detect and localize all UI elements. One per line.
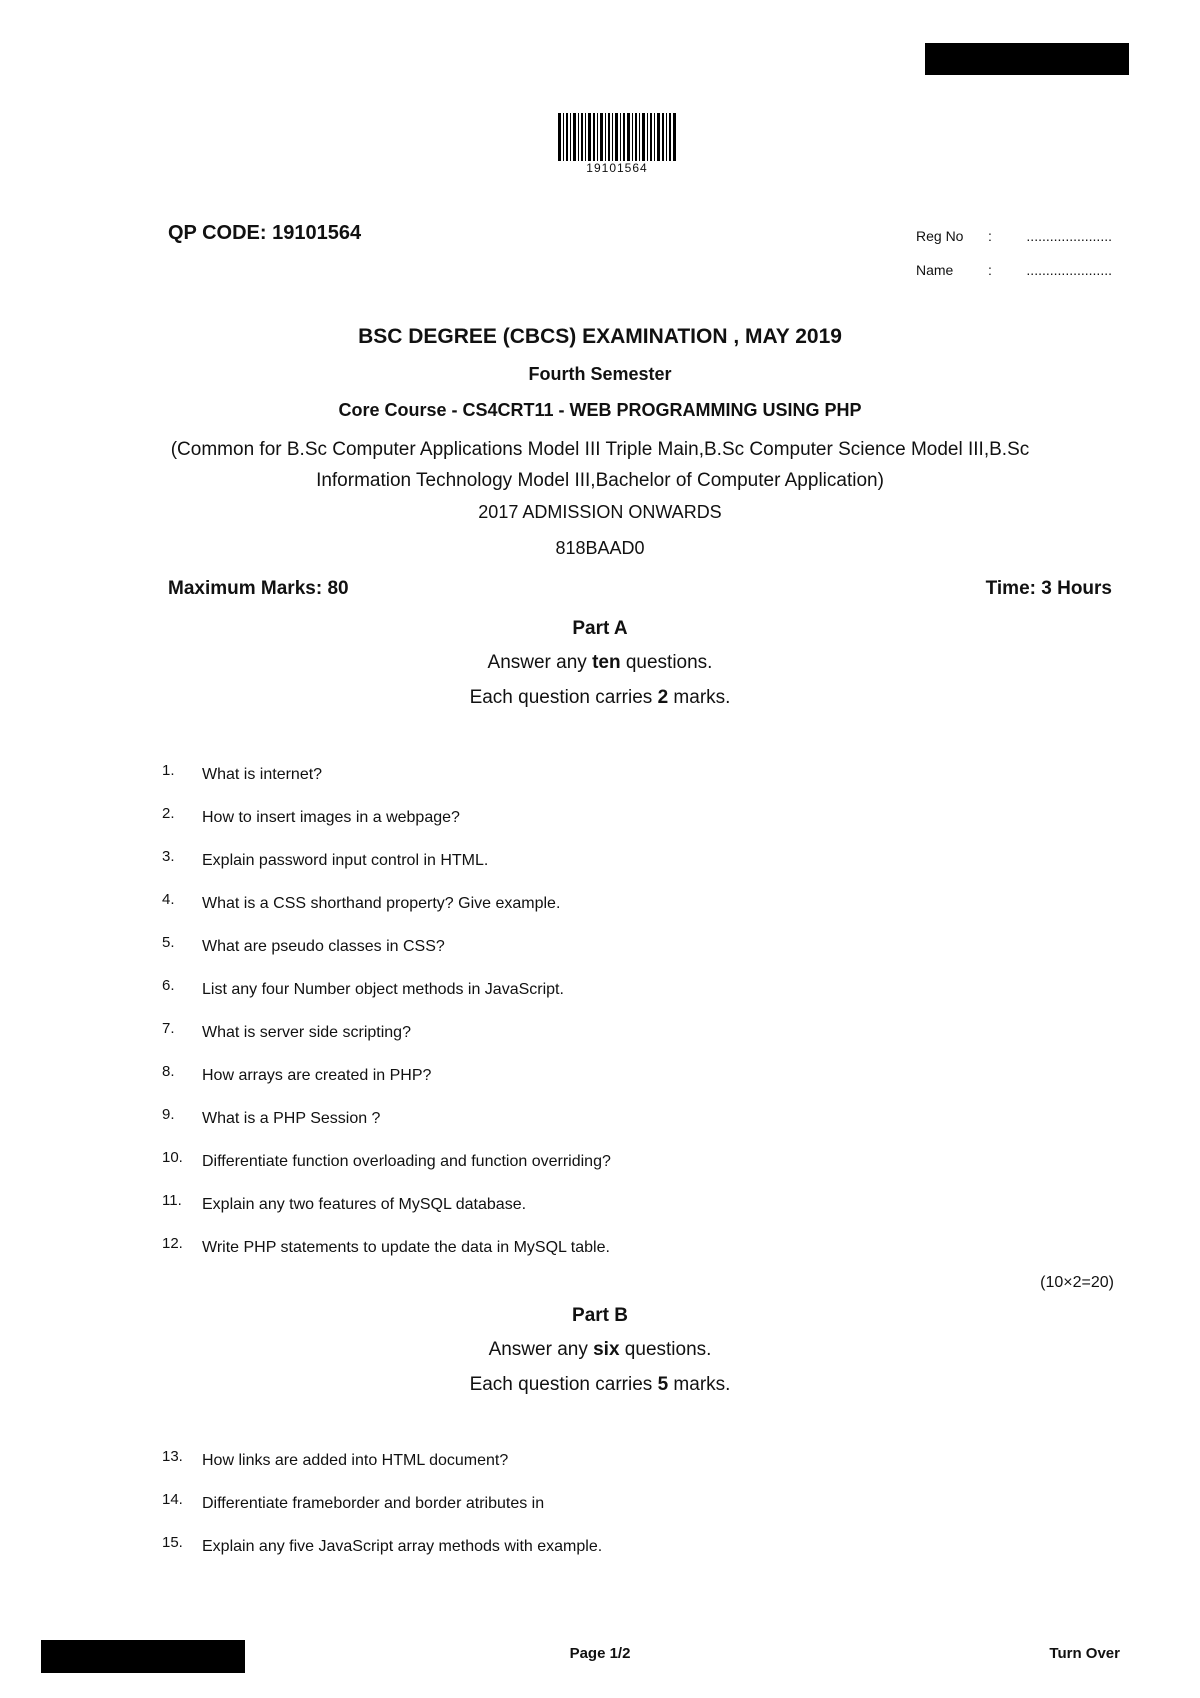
question-item [162, 891, 561, 913]
question-item [162, 1235, 610, 1257]
question-number: 13. [162, 1448, 183, 1465]
semester: Fourth Semester [528, 364, 672, 384]
question-number: 2. [162, 805, 175, 822]
question-item [162, 1491, 545, 1513]
question-number: 8. [162, 1063, 175, 1080]
question-item [162, 848, 489, 870]
question-number: 7. [162, 1020, 175, 1037]
part-a-instruction-2-pre: Each question carries [469, 687, 658, 708]
part-a-title: Part A [572, 618, 628, 639]
reg-no-label: Reg No [916, 228, 964, 244]
part-b-instruction-1-count: six [593, 1339, 620, 1360]
name-separator: : [988, 262, 992, 278]
question-text: Explain any two features of MySQL database. [202, 1196, 527, 1213]
reg-no-row [916, 228, 1112, 244]
question-number: 1. [162, 762, 175, 779]
part-a-instruction-1-pre: Answer any [487, 652, 593, 673]
part-a-instruction-2 [0, 687, 1200, 709]
name-blank: ...................... [1026, 262, 1112, 278]
question-item [162, 977, 564, 999]
course-title: Core Course - CS4CRT11 - WEB PROGRAMMING USING PHP [338, 400, 862, 420]
question-item [162, 1192, 527, 1214]
part-a-instruction-2-marks: 2 [657, 687, 669, 708]
question-text: How links are added into HTML document? [202, 1452, 509, 1469]
question-number: 4. [162, 891, 175, 908]
question-text: What is internet? [202, 766, 323, 783]
part-b-instruction-1-post: questions. [619, 1339, 712, 1360]
question-text: List any four Number object methods in JavaScript. [202, 981, 564, 998]
part-b-instruction-1 [0, 1339, 1200, 1361]
common-for-note: (Common for B.Sc Computer Applications Model III Triple Main,B.Sc Computer Science Model III,B.Sc Information Technology Model III,Bachelor of Computer Application) [170, 439, 1030, 491]
question-text: How to insert images in a webpage? [202, 809, 460, 826]
question-item [162, 805, 460, 827]
part-b-instruction-2-post: marks. [668, 1374, 731, 1395]
question-text: What are pseudo classes in CSS? [202, 938, 445, 955]
part-b-instruction-2 [0, 1374, 1200, 1396]
exam-title: BSC DEGREE (CBCS) EXAMINATION , MAY 2019 [358, 325, 842, 348]
maximum-marks: Maximum Marks: 80 [168, 578, 349, 599]
question-text: Explain any five JavaScript array methods with example. [202, 1538, 603, 1555]
question-number: 10. [162, 1149, 183, 1166]
question-text: Differentiate function overloading and function overriding? [202, 1153, 611, 1170]
part-a-marks-note: (10×2=20) [1040, 1274, 1114, 1291]
part-b-instruction-2-marks: 5 [657, 1374, 669, 1395]
part-b-title: Part B [572, 1305, 628, 1326]
question-number: 14. [162, 1491, 183, 1508]
question-text: What is a CSS shorthand property? Give example. [202, 895, 561, 912]
question-item [162, 1020, 411, 1042]
question-text: Differentiate frameborder and border atributes in [202, 1495, 545, 1512]
question-item [162, 1149, 611, 1171]
qp-code: QP CODE: 19101564 [168, 222, 362, 244]
barcode-image [558, 113, 676, 161]
reg-no-blank: ...................... [1026, 228, 1112, 244]
question-number: 6. [162, 977, 175, 994]
reg-no-separator: : [988, 228, 992, 244]
part-b-instruction-2-pre: Each question carries [469, 1374, 658, 1395]
question-item [162, 1534, 603, 1556]
paper-code: 818BAAD0 [555, 538, 645, 558]
question-item [162, 762, 323, 784]
question-item [162, 1448, 509, 1470]
part-a-instruction-2-post: marks. [668, 687, 731, 708]
question-number: 3. [162, 848, 175, 865]
question-item [162, 934, 445, 956]
question-item [162, 1063, 432, 1085]
question-text: Write PHP statements to update the data in MySQL table. [202, 1239, 610, 1256]
question-text: How arrays are created in PHP? [202, 1067, 432, 1084]
question-item [162, 1106, 381, 1128]
part-b-instruction-1-pre: Answer any [488, 1339, 594, 1360]
part-a-instruction-1-post: questions. [620, 652, 713, 673]
question-text: What is a PHP Session ? [202, 1110, 381, 1127]
name-label: Name [916, 262, 954, 278]
admission-line: 2017 ADMISSION ONWARDS [478, 502, 722, 522]
question-number: 9. [162, 1106, 175, 1123]
barcode-number: 19101564 [586, 161, 648, 175]
time-allowed: Time: 3 Hours [985, 578, 1112, 599]
turn-over-label: Turn Over [1049, 1645, 1120, 1662]
question-number: 12. [162, 1235, 183, 1252]
question-text: What is server side scripting? [202, 1024, 411, 1041]
name-row [916, 262, 1112, 278]
question-number: 15. [162, 1534, 183, 1551]
part-a-instruction-1-count: ten [592, 652, 621, 673]
redaction-block-top [925, 43, 1129, 75]
page-number: Page 1/2 [569, 1645, 631, 1662]
question-number: 5. [162, 934, 175, 951]
part-a-instruction-1 [0, 652, 1200, 674]
question-number: 11. [162, 1192, 182, 1209]
question-text: Explain password input control in HTML. [202, 852, 489, 869]
